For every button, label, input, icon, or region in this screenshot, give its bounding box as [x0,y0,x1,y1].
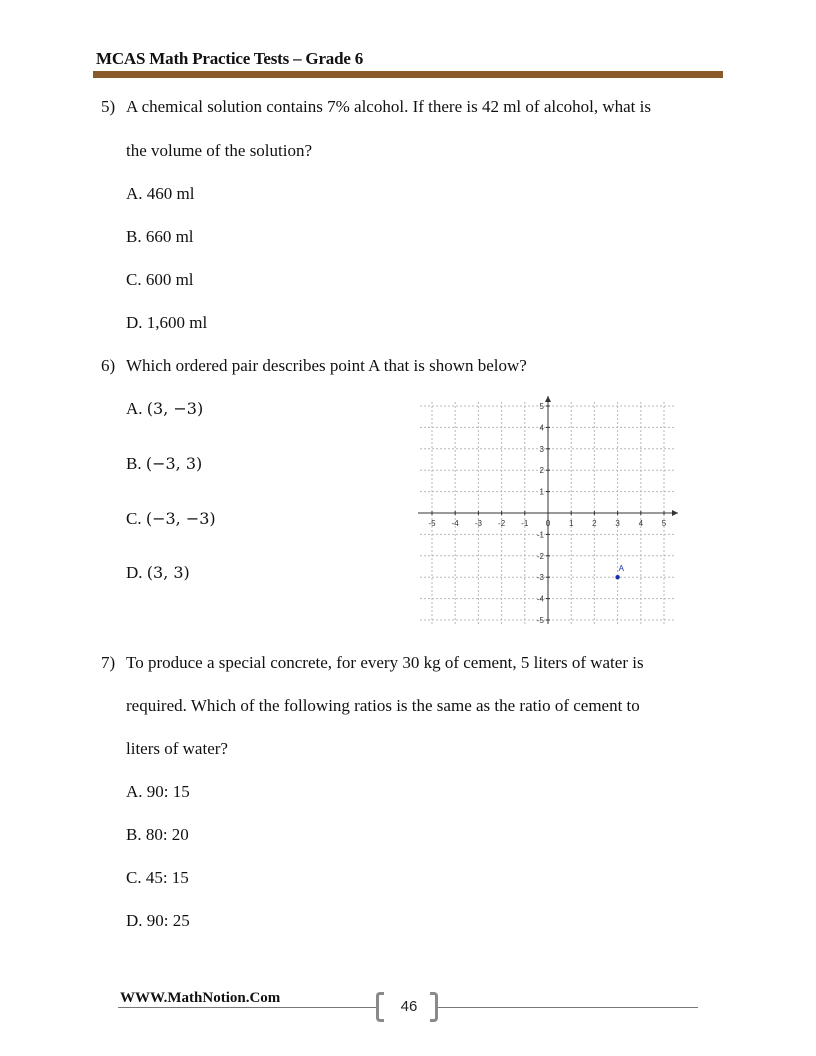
page-number: 46 [400,998,418,1015]
question-6-option-c [126,509,216,529]
question-5-text-line-2: the volume of the solution? [126,141,313,160]
y-tick-label: 4 [539,423,544,433]
y-tick-label: -2 [536,551,544,561]
footer-divider-left [118,1007,376,1008]
option-value: (3, 3) [146,563,190,582]
question-7-option-b: B. 80: 20 [126,825,189,844]
question-7-text-line-1: To produce a special concrete, for every 30 kg of cement, 5 liters of water is [126,653,644,672]
question-7-text-line-3: liters of water? [126,739,228,758]
y-tick-label: -5 [536,616,544,624]
question-6-number: 6) [101,356,116,375]
point-a-marker [615,575,619,579]
page-header-title: MCAS Math Practice Tests – Grade 6 [96,49,364,68]
question-6-text: Which ordered pair describes point A that is shown below? [126,356,527,375]
question-7-option-a: A. 90: 15 [126,782,190,801]
y-tick-label: -1 [536,530,544,540]
option-letter: B. [126,454,142,473]
option-value: (−3, −3) [145,509,216,528]
coordinate-plane-graph [418,392,688,624]
x-tick-label: 2 [592,519,597,528]
y-tick-label: 3 [539,444,544,454]
option-letter: D. [126,563,143,582]
question-5-option-a: A. 460 ml [126,184,195,203]
question-5-option-c: C. 600 ml [126,270,194,289]
x-tick-label: -5 [428,519,436,528]
y-tick-label: 2 [539,466,544,476]
x-axis-arrow-icon [672,510,678,516]
question-5-option-b: B. 660 ml [126,227,194,246]
point-a-label: A [618,564,624,574]
x-tick-label: 3 [615,519,620,528]
y-tick-label: -4 [536,594,544,604]
x-tick-label: -2 [498,519,506,528]
footer-website: WWW.MathNotion.Com [120,990,281,1006]
page-number-bracket-right [430,992,438,1022]
option-value: (−3, 3) [145,454,203,473]
x-tick-label: -3 [474,519,482,528]
y-tick-label: -3 [536,573,544,583]
question-5-option-d: D. 1,600 ml [126,313,208,332]
question-7-option-d: D. 90: 25 [126,911,190,930]
question-6-option-d [126,563,190,583]
question-7-number: 7) [101,653,116,672]
x-tick-label: 0 [545,519,551,528]
question-6-option-a [126,399,203,419]
y-tick-label: 5 [539,402,544,411]
question-6-option-b [126,454,202,474]
y-tick-label: 1 [539,487,544,497]
x-tick-label: -4 [451,519,459,528]
page-number-bracket-left [376,992,384,1022]
question-7-option-c: C. 45: 15 [126,868,189,887]
x-tick-label: -1 [521,519,529,528]
y-axis-arrow-icon [545,396,551,402]
option-value: (3, −3) [146,399,204,418]
x-tick-label: 4 [638,519,644,528]
x-tick-label: 1 [568,519,574,528]
option-letter: C. [126,509,142,528]
option-letter: A. [126,399,143,418]
x-tick-label: 5 [661,519,667,528]
question-5-number: 5) [101,97,116,116]
footer-divider-right [438,1007,698,1008]
question-7-text-line-2: required. Which of the following ratios is the same as the ratio of cement to [126,696,640,715]
question-5-text-line-1: A chemical solution contains 7% alcohol. If there is 42 ml of alcohol, what is [126,97,651,116]
header-divider [93,71,723,78]
